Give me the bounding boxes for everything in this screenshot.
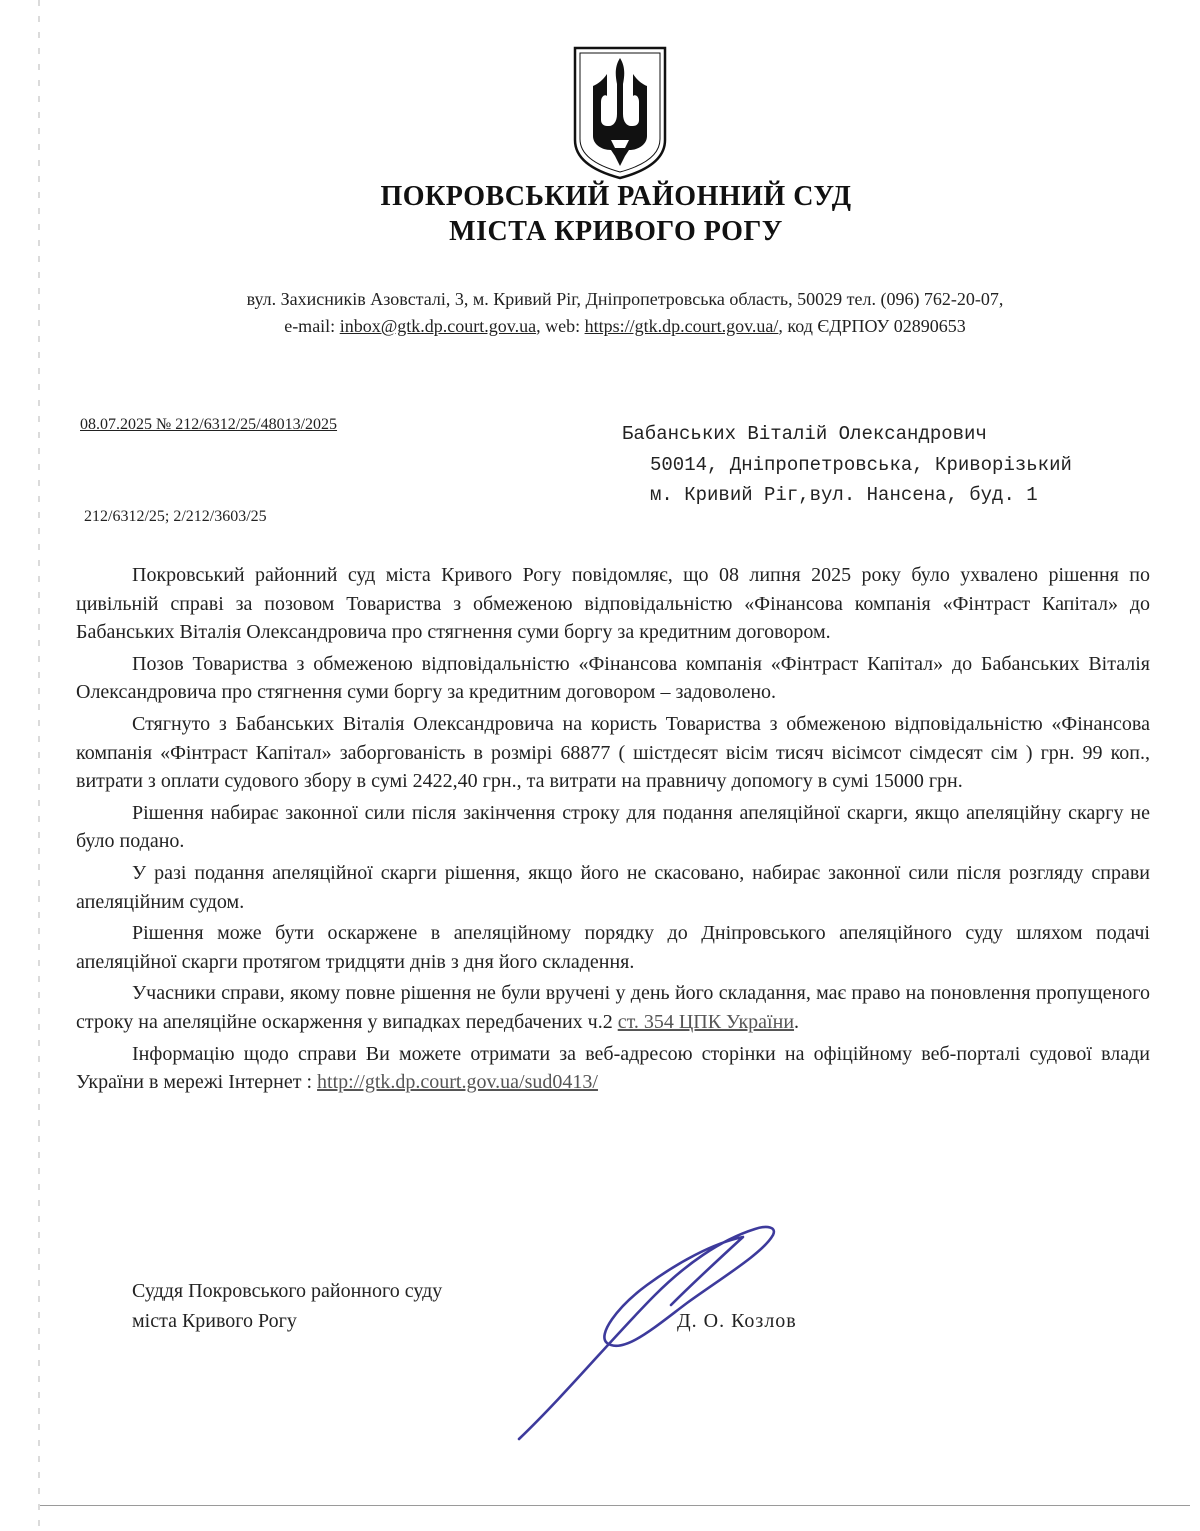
edrpou-code: , код ЄДРПОУ 02890653 — [778, 316, 966, 336]
paragraph-appeal-procedure: Рішення може бути оскаржене в апеляційному порядку до Дніпровського апеляційного суду шляхом подачі апеляційної скарги протягом тридцяти днів з дня його складення. — [76, 922, 1150, 973]
paragraph-claim-granted: Позов Товариства з обмеженою відповідальністю «Фінансова компанія «Фінтраст Капітал» до Бабанських Віталія Олександровича про стягнення суми боргу за кредитним договором – задоволено. — [76, 652, 1150, 704]
recipient-address-line-1: 50014, Дніпропетровська, Криворізький — [650, 454, 1072, 476]
court-contacts — [0, 316, 1200, 337]
judge-name: Д. О. Козлов — [677, 1310, 797, 1332]
case-info-text: Інформацію щодо справи Ви можете отримати за веб-адресою сторінки на офіційному веб-порталі судової влади України в мережі Інтернет : — [76, 1042, 1150, 1094]
paragraph-renewal-term — [76, 979, 1150, 1036]
recipient-address-line-2: м. Кривий Ріг,вул. Нансена, буд. 1 — [650, 484, 1038, 506]
letter-body — [76, 561, 1150, 1097]
scan-edge-bottom — [40, 1505, 1190, 1506]
law-article-link[interactable]: ст. 354 ЦПК України — [617, 1010, 795, 1033]
case-info-link[interactable]: http://gtk.dp.court.gov.ua/sud0413/ — [317, 1071, 598, 1094]
paragraph-appeal-case: У разі подання апеляційної скарги рішення, якщо його не скасовано, набирає законної сили після розгляду справи апеляційним судом. — [76, 861, 1150, 913]
web-label: , web: — [536, 316, 585, 336]
judge-title — [132, 1276, 442, 1336]
trident-coat-of-arms-icon — [571, 44, 669, 182]
renewal-term-end: . — [794, 1010, 800, 1033]
court-address: вул. Захисників Азовсталі, 3, м. Кривий Ріг, Дніпропетровська область, 50029 тел. (096) 762-20-07, — [246, 289, 1004, 309]
paragraph-notice: Покровський районний суд міста Кривого Рогу повідомляє, що 08 липня 2025 року було ухвалено рішення по цивільній справі за позовом Товариства з обмеженою відповідальністю «Фінансова компанія «Фінтраст Капітал» до Бабанських Віталія Олександровича про стягнення суми боргу за кредитним договором. — [76, 564, 1150, 644]
judge-title-line-2: міста Кривого Рогу — [132, 1310, 297, 1332]
paragraph-case-info — [76, 1040, 1150, 1097]
court-name-line-2: МІСТА КРИВОГО РОГУ — [449, 216, 783, 247]
email-link[interactable]: inbox@gtk.dp.court.gov.ua — [339, 316, 537, 336]
renewal-term-text: Учасники справи, якому повне рішення не були вручені у день його складання, має право на поновлення пропущеного строку на апеляційне оскарження у випадках передбачених ч.2 — [76, 982, 1150, 1033]
court-name-line-1: ПОКРОВСЬКИЙ РАЙОННИЙ СУД — [380, 181, 852, 212]
case-numbers: 212/6312/25; 2/212/3603/25 — [84, 508, 267, 525]
outgoing-reference-number: 08.07.2025 № 212/6312/25/48013/2025 — [80, 416, 338, 433]
paragraph-entry-into-force: Рішення набирає законної сили після закінчення строку для подання апеляційної скарги, якщо апеляційну скаргу не було подано. — [76, 801, 1150, 853]
email-label: e-mail: — [284, 316, 340, 336]
paragraph-amounts-recovered: Стягнуто з Бабанських Віталія Олександровича на користь Товариства з обмеженою відповідальністю «Фінансова компанія «Фінтраст Капітал» заборгованість в розмірі 68877 ( шістдесят вісім тисяч вісімсот сімдесят сім ) грн. 99 коп., витрати з оплати судового збору в сумі 2422,40 грн., та витрати на правничу допомогу в сумі 15000 грн. — [76, 712, 1150, 793]
recipient-name: Бабанських Віталій Олександрович — [622, 423, 987, 445]
judge-title-line-1: Суддя Покровського районного суду — [132, 1280, 443, 1302]
website-link[interactable]: https://gtk.dp.court.gov.ua/ — [584, 316, 779, 336]
